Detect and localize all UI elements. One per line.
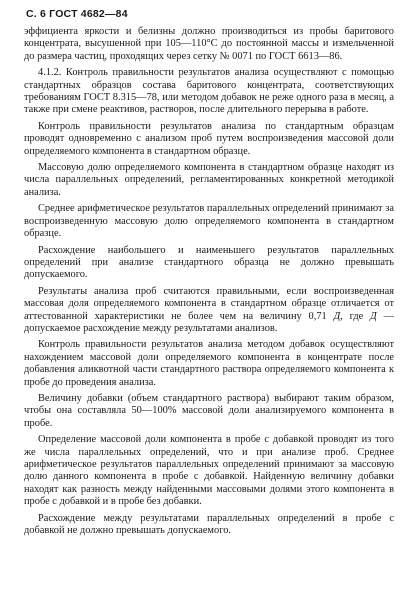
paragraph-results xyxy=(24,286,394,336)
paragraph: Контроль правильности результатов анализа методом добавок осуществляют нахождением массовой доли определяемого компонента в концентрате после добавления аликвотной части стандартного раствора определяемого компонента к пробе до проведения анализа. xyxy=(24,339,394,388)
document-body xyxy=(24,26,394,537)
page-header: С. 6 ГОСТ 4682—84 xyxy=(26,8,128,20)
results-lead: Результаты анализа xyxy=(38,285,129,297)
paragraph: 4.1.2. Контроль правильности результатов анализа осуществляют с помощью стандартных образцов состава баритового концентрата, соответствующих требованиям ГОСТ 8.315—78, или методом добавок не реже одного раза в месяц, а также при смене реактивов, растворов, после длительного перерыва в работе. xyxy=(24,67,394,116)
results-mid: , где xyxy=(340,310,371,322)
symbol-d: Д xyxy=(370,310,377,322)
paragraph: Массовую долю определяемого компонента в стандартном образце находят из числа параллельных определений, регламентированных конкретной методикой анализа. xyxy=(24,162,394,198)
paragraph: эффициента яркости и белизны должно производиться из пробы баритового концентрата, высушенной при 105—110°С до постоянной массы и измельченной до размера частиц, проходящих через сетку № 0071 по ГОСТ 6613—86. xyxy=(24,26,394,62)
paragraph: Среднее арифметическое результатов параллельных определений принимают за воспроизведенную массовую долю определяемого компонента в стандартном образце. xyxy=(24,203,394,240)
paragraph: Величину добавки (объем стандартного раствора) выбирают таким образом, чтобы она составляла 50—100% массовой доли анализируемого компонента в пробе. xyxy=(24,392,394,429)
paragraph: Расхождение между результатами параллельных определений в пробе с добавкой не должно превышать допускаемого. xyxy=(24,512,394,537)
results-text: проб считаются правильными, если воспроизведенная массовая доля определяемого компонента в стандартном образце отличается от аттестованной характеристики не более чем на величину 0,71 xyxy=(24,285,394,322)
paragraph: Определение массовой доли компонента в пробе с добавкой проводят из того же числа параллельных определений, что и при анализе проб. Среднее арифметическое результатов параллельных определений принимают за массовую долю данного компонента в пробе с добавкой. Найденную величину добавки находят как разность между найденными массовыми долями этого компонента в пробе с добавкой и в пробе без добавки. xyxy=(24,434,394,508)
paragraph: Расхождение наибольшего и наименьшего результатов параллельных определений при анализе стандартного образца не должно превышать допускаемого. xyxy=(24,244,394,281)
symbol-d: Д xyxy=(333,310,341,322)
results-tail: — допускаемое расхождение между результатами анализов. xyxy=(24,310,394,334)
paragraph: Контроль правильности результатов анализа по стандартным образцам проводят одновременно с анализом проб путем воспроизведения массовой доли определяемого компонента в стандартном образце. xyxy=(24,120,394,157)
